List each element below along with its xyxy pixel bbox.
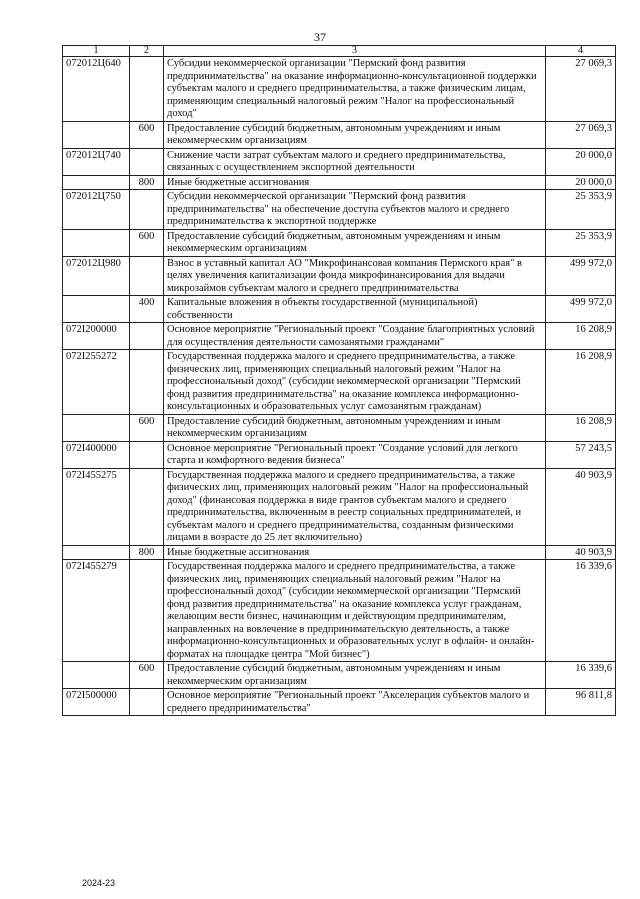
table-row [63, 175, 616, 190]
row-description-cell: Предоставление субсидий бюджетным, автономным учреждениям и иным некоммерческим организациям [164, 414, 546, 441]
page-number: 37 [314, 30, 326, 44]
header-col-2: 2 [130, 46, 164, 57]
row-amount-cell: 16 208,9 [546, 323, 616, 350]
row-expense-type-cell [130, 468, 164, 545]
row-description-cell: Основное мероприятие "Региональный проект "Создание условий для легкого старта и комфортного ведения бизнеса" [164, 441, 546, 468]
table-row [63, 57, 616, 122]
row-expense-type-cell: 600 [130, 121, 164, 148]
row-code-cell: 072012Ц750 [63, 190, 130, 230]
table-row [63, 190, 616, 230]
row-amount-cell: 16 208,9 [546, 414, 616, 441]
row-expense-type-cell [130, 560, 164, 662]
row-code-cell [63, 662, 130, 689]
row-amount-cell: 20 000,0 [546, 148, 616, 175]
table-row [63, 148, 616, 175]
row-amount-cell: 25 353,9 [546, 229, 616, 256]
row-amount-cell: 499 972,0 [546, 256, 616, 296]
row-description-cell: Снижение части затрат субъектам малого и среднего предпринимательства, связанных с осуществлением экспортной деятельности [164, 148, 546, 175]
row-description-cell: Предоставление субсидий бюджетным, автономным учреждениям и иным некоммерческим организациям [164, 662, 546, 689]
row-code-cell: 072I455275 [63, 468, 130, 545]
table-row [63, 256, 616, 296]
row-code-cell: 072I200000 [63, 323, 130, 350]
table-row [63, 296, 616, 323]
row-description-cell: Основное мероприятие "Региональный проект "Акселерация субъектов малого и среднего предпринимательства" [164, 689, 546, 716]
row-expense-type-cell: 400 [130, 296, 164, 323]
table-row [63, 229, 616, 256]
row-amount-cell: 27 069,3 [546, 57, 616, 122]
row-amount-cell: 16 339,6 [546, 560, 616, 662]
row-expense-type-cell: 600 [130, 662, 164, 689]
row-expense-type-cell: 800 [130, 175, 164, 190]
row-code-cell [63, 545, 130, 560]
row-amount-cell: 16 339,6 [546, 662, 616, 689]
row-expense-type-cell [130, 323, 164, 350]
row-description-cell: Государственная поддержка малого и среднего предпринимательства, а также физических лиц, применяющих специальный налоговый режим "Налог на профессиональный доход" (субсидии некоммерческой организации "Пермский фонд развития предпринимательства" на оказание комплекса информационно-консультационных и образовательных услуг самозанятым гражданам) [164, 350, 546, 415]
row-amount-cell: 40 903,9 [546, 545, 616, 560]
row-code-cell: 072I400000 [63, 441, 130, 468]
table-row [63, 468, 616, 545]
header-col-1: 1 [63, 46, 130, 57]
row-description-cell: Взнос в уставный капитал АО "Микрофинансовая компания Пермского края" в целях увеличения капитализации фонда микрофинансирования для выдачи микрозаймов субъектам малого и среднего предпринимательства [164, 256, 546, 296]
row-description-cell: Иные бюджетные ассигнования [164, 175, 546, 190]
row-expense-type-cell [130, 190, 164, 230]
row-expense-type-cell: 800 [130, 545, 164, 560]
row-amount-cell: 499 972,0 [546, 296, 616, 323]
table-row [63, 545, 616, 560]
row-code-cell: 072I455279 [63, 560, 130, 662]
row-expense-type-cell [130, 689, 164, 716]
row-amount-cell: 40 903,9 [546, 468, 616, 545]
row-description-cell: Иные бюджетные ассигнования [164, 545, 546, 560]
footer-code: 2024-23 [82, 878, 116, 888]
row-amount-cell: 25 353,9 [546, 190, 616, 230]
row-amount-cell: 27 069,3 [546, 121, 616, 148]
table-row [63, 414, 616, 441]
row-code-cell [63, 121, 130, 148]
row-amount-cell: 96 811,8 [546, 689, 616, 716]
table-row [63, 560, 616, 662]
table-row [63, 350, 616, 415]
row-expense-type-cell [130, 441, 164, 468]
row-code-cell: 072012Ц640 [63, 57, 130, 122]
row-description-cell: Капитальные вложения в объекты государственной (муниципальной) собственности [164, 296, 546, 323]
row-expense-type-cell: 600 [130, 414, 164, 441]
row-description-cell: Субсидии некоммерческой организации "Пермский фонд развития предпринимательства" на оказание информационно-консультационной поддержки субъектам малого и среднего предпринимательства, а также физическим лицам, применяющим специальный налоговый режим "Налог на профессиональный доход" [164, 57, 546, 122]
row-description-cell: Государственная поддержка малого и среднего предпринимательства, а также физических лиц, применяющих специальный налоговый режим "Налог на профессиональный доход" (субсидии некоммерческой организации "Пермский фонд развития предпринимательства" на оказание комплекса услуг гражданам, желающим вести бизнес, начинающим и действующим предпринимателям, направленных на вовлечение в предпринимательскую деятельность, а также информационно-консультационных и образовательных услуг в офлайн- и онлайн-форматах на площадке центра "Мой бизнес") [164, 560, 546, 662]
row-code-cell [63, 414, 130, 441]
row-description-cell: Субсидии некоммерческой организации "Пермский фонд развития предпринимательства" на обеспечение доступа субъектов малого и среднего предпринимательства к экспортной поддержке [164, 190, 546, 230]
table-row [63, 441, 616, 468]
row-description-cell: Основное мероприятие "Региональный проект "Создание благоприятных условий для осуществления деятельности самозанятыми гражданами" [164, 323, 546, 350]
row-code-cell: 072I500000 [63, 689, 130, 716]
row-amount-cell: 16 208,9 [546, 350, 616, 415]
row-code-cell: 072012Ц980 [63, 256, 130, 296]
row-expense-type-cell [130, 57, 164, 122]
table-row [63, 121, 616, 148]
row-expense-type-cell [130, 148, 164, 175]
row-expense-type-cell: 600 [130, 229, 164, 256]
row-description-cell: Предоставление субсидий бюджетным, автономным учреждениям и иным некоммерческим организациям [164, 229, 546, 256]
row-expense-type-cell [130, 256, 164, 296]
row-description-cell: Государственная поддержка малого и среднего предпринимательства, а также физических лиц, применяющих налоговый режим "Налог на профессиональный доход" (финансовая поддержка в виде грантов субъектам малого и среднего предпринимательства, включенным в реестр социальных предпринимателей, и субъектам малого и среднего предпринимательства, созданным физическими лицами в возрасте до 25 лет включительно) [164, 468, 546, 545]
table-row [63, 323, 616, 350]
row-expense-type-cell [130, 350, 164, 415]
row-description-cell: Предоставление субсидий бюджетным, автономным учреждениям и иным некоммерческим организациям [164, 121, 546, 148]
header-col-4: 4 [546, 46, 616, 57]
row-code-cell: 072I255272 [63, 350, 130, 415]
row-code-cell [63, 296, 130, 323]
row-code-cell [63, 229, 130, 256]
table-row [63, 689, 616, 716]
row-code-cell: 072012Ц740 [63, 148, 130, 175]
row-amount-cell: 57 243,5 [546, 441, 616, 468]
header-col-3: 3 [164, 46, 546, 57]
budget-table-body [63, 46, 616, 716]
row-amount-cell: 20 000,0 [546, 175, 616, 190]
table-row [63, 662, 616, 689]
table-header-row [63, 46, 616, 57]
budget-table [62, 45, 616, 716]
row-code-cell [63, 175, 130, 190]
